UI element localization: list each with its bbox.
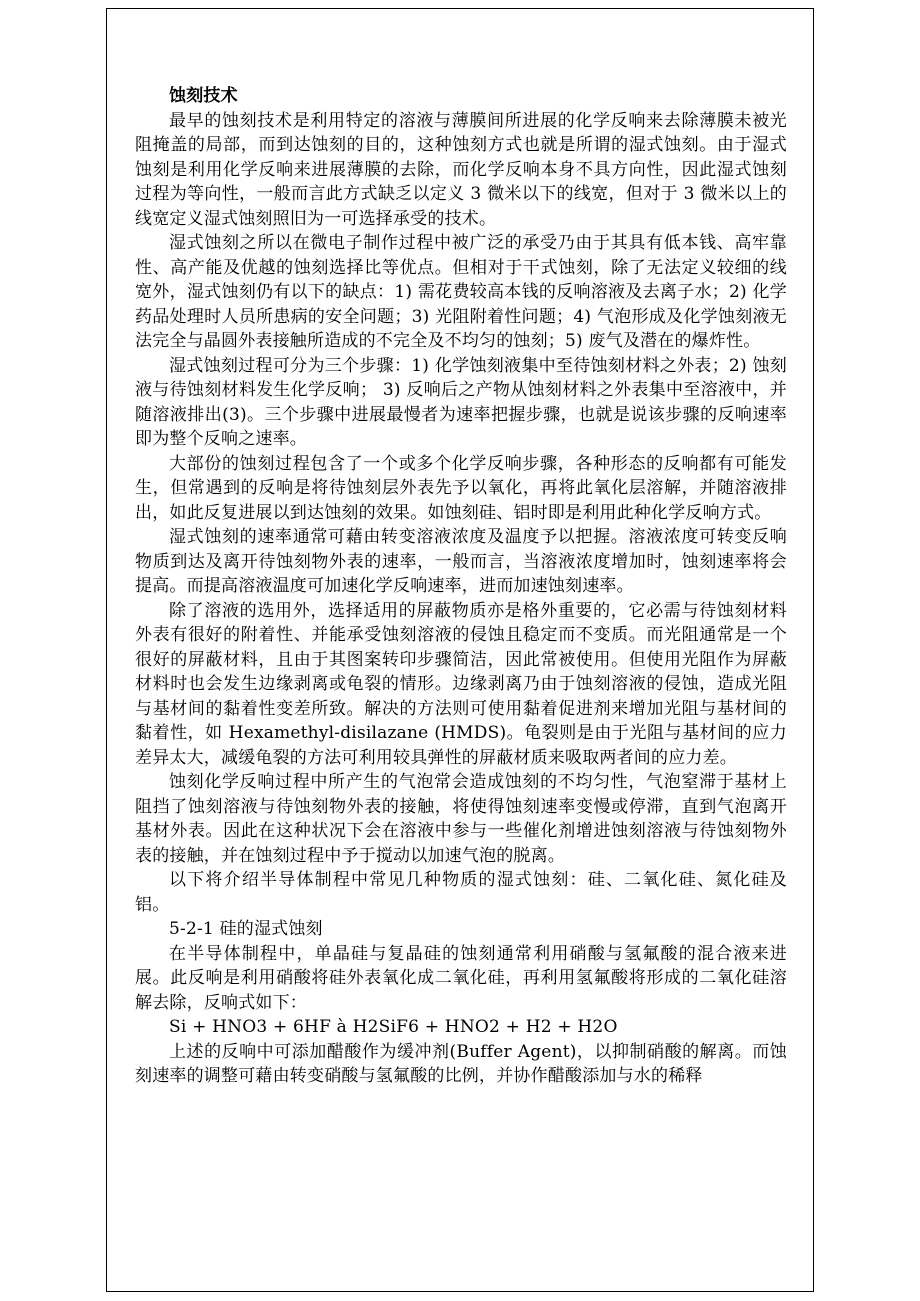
chemical-formula: Si + HNO3 + 6HF à H2SiF6 + HNO2 + H2 + H2O	[169, 1017, 618, 1037]
paragraph-reaction-process: 大部份的蚀刻过程包含了一个或多个化学反响步骤，各种形态的反响都有可能发生，但常遇到的反响是将待蚀刻层外表先予以氧化，再将此氧化层溶解，并随溶液排出，如此反复进展以到达蚀刻的效果。如蚀刻硅、铝时即是利用此种化学反响方式。	[135, 453, 787, 523]
paragraph-materials-list: 以下将介绍半导体制程中常见几种物质的湿式蚀刻：硅、二氧化硅、氮化硅及铝。	[135, 870, 787, 915]
paragraph-silicon-etch: 在半导体制程中，单晶硅与复晶硅的蚀刻通常利用硝酸与氢氟酸的混合液来进展。此反响是利用硝酸将硅外表氧化成二氧化硅，再利用氢氟酸将形成的二氧化硅溶解去除，反响式如下：	[135, 943, 787, 1013]
paragraph-mask-material: 除了溶液的选用外，选择适用的屏蔽物质亦是格外重要的，它必需与待蚀刻材料外表有很好的附着性、并能承受蚀刻溶液的侵蚀且稳定而不变质。而光阻通常是一个很好的屏蔽材料，且由于其图案转印步骤简洁，因此常被使用。但使用光阻作为屏蔽材料时也会发生边缘剥离或龟裂的情形。边缘剥离乃由于蚀刻溶液的侵蚀，造成光阻与基材间的黏着性变差所致。解决的方法则可使用黏着促进剂来增加光阻与基材间的黏着性，如 Hexamethyl-disilazane (HMDS)。龟裂则是由于光阻与基材间的应力差异太大，减缓龟裂的方法可利用较具弹性的屏蔽材质来吸取两者间的应力差。	[135, 600, 787, 768]
document-content	[135, 84, 787, 1089]
paragraph-buffer-agent: 上述的反响中可添加醋酸作为缓冲剂(Buffer Agent)，以抑制硝酸的解离。而蚀刻速率的调整可藉由转变硝酸与氢氟酸的比例，并协作醋酸添加与水的稀释	[135, 1041, 787, 1086]
paragraph-wet-etch-intro: 最早的蚀刻技术是利用特定的溶液与薄膜间所进展的化学反响来去除薄膜未被光阻掩盖的局部，而到达蚀刻的目的，这种蚀刻方式也就是所谓的湿式蚀刻。由于湿式蚀刻是利用化学反响来进展薄膜的去除，而化学反响本身不具方向性，因此湿式蚀刻过程为等向性，一般而言此方式缺乏以定义 3 微米以下的线宽，但对于 3 微米以上的线宽定义湿式蚀刻照旧为一可选择承受的技术。	[135, 110, 787, 229]
paragraph-advantages-disadvantages: 湿式蚀刻之所以在微电子制作过程中被广泛的承受乃由于其具有低本钱、高牢靠性、高产能及优越的蚀刻选择比等优点。但相对于干式蚀刻，除了无法定义较细的线宽外，湿式蚀刻仍有以下的缺点：1) 需花费较高本钱的反响溶液及去离子水；2) 化学药品处理时人员所患病的安全问题；3) 光阻附着性问题；4) 气泡形成及化学蚀刻液无法完全与晶圆外表接触所造成的不完全及不均匀的蚀刻；5) 废气及潜在的爆炸性。	[135, 233, 787, 351]
paragraph-etch-rate: 湿式蚀刻的速率通常可藉由转变溶液浓度及温度予以把握。溶液浓度可转变反响物质到达及离开待蚀刻物外表的速率，一般而言，当溶液浓度增加时，蚀刻速率将会提高。而提高溶液温度可加速化学反响速率，进而加速蚀刻速率。	[135, 527, 787, 596]
document-title: 蚀刻技术	[169, 86, 238, 106]
paragraph-three-steps: 湿式蚀刻过程可分为三个步骤：1) 化学蚀刻液集中至待蚀刻材料之外表；2) 蚀刻液与待蚀刻材料发生化学反响； 3) 反响后之产物从蚀刻材料之外表集中至溶液中，并随溶液排出(3)。三个步骤中进展最慢者为速率把握步骤，也就是说该步骤的反响速率即为整个反响之速率。	[135, 355, 787, 449]
section-heading-5-2-1: 5-2-1 硅的湿式蚀刻	[169, 919, 323, 939]
paragraph-bubbles: 蚀刻化学反响过程中所产生的气泡常会造成蚀刻的不均匀性，气泡窒滞于基材上阻挡了蚀刻溶液与待蚀刻物外表的接触，将使得蚀刻速率变慢或停滞，直到气泡离开基材外表。因此在这种状况下会在溶液中参与一些催化剂增进蚀刻溶液与待蚀刻物外表的接触，并在蚀刻过程中予于搅动以加速气泡的脱离。	[135, 772, 787, 866]
